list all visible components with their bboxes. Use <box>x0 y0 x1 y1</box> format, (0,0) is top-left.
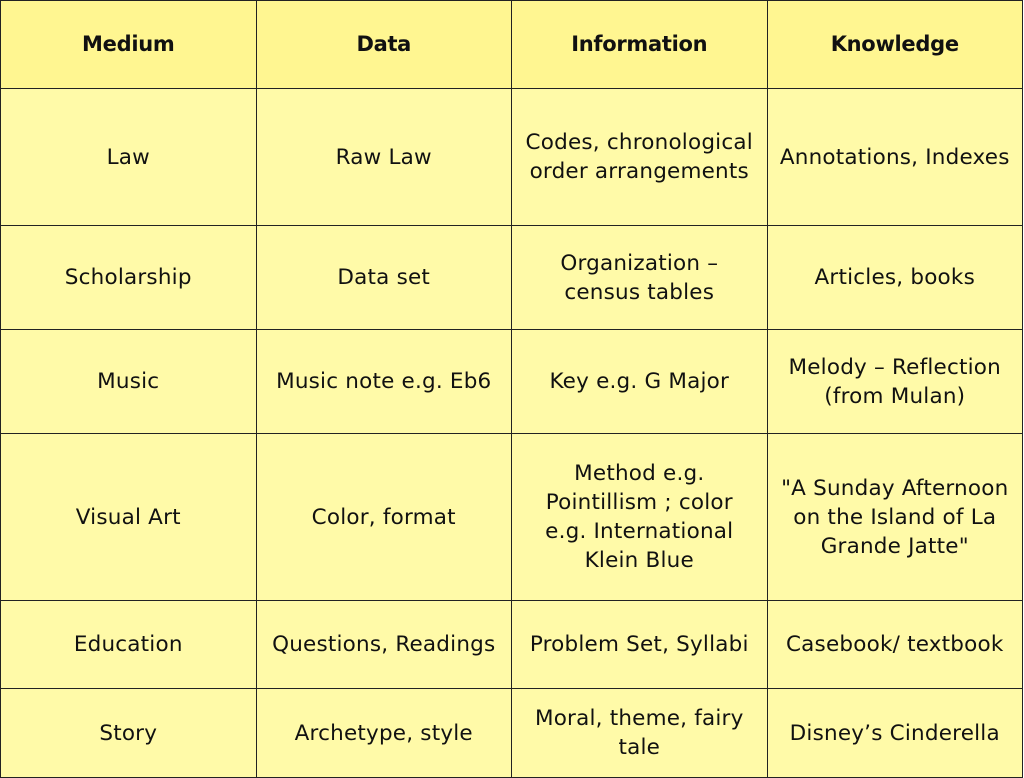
cell-data: Archetype, style <box>256 689 512 778</box>
cell-data: Raw Law <box>256 89 512 226</box>
cell-data: Data set <box>256 226 512 330</box>
table-row <box>1 330 1023 434</box>
table-row <box>1 226 1023 330</box>
cell-medium: Music <box>1 330 257 434</box>
cell-information: Problem Set, Syllabi <box>512 601 768 689</box>
cell-information: Codes, chronological order arrangements <box>512 89 768 226</box>
cell-medium: Education <box>1 601 257 689</box>
cell-information: Method e.g. Pointillism ; color e.g. International Klein Blue <box>512 434 768 601</box>
cell-medium: Visual Art <box>1 434 257 601</box>
cell-medium: Story <box>1 689 257 778</box>
cell-knowledge: Articles, books <box>767 226 1023 330</box>
header-knowledge: Knowledge <box>767 1 1023 89</box>
cell-knowledge: Disney’s Cinderella <box>767 689 1023 778</box>
cell-data: Color, format <box>256 434 512 601</box>
cell-knowledge: Casebook/ textbook <box>767 601 1023 689</box>
header-data: Data <box>256 1 512 89</box>
table-row <box>1 601 1023 689</box>
cell-information: Key e.g. G Major <box>512 330 768 434</box>
table-row <box>1 434 1023 601</box>
cell-knowledge: Melody – Reflection (from Mulan) <box>767 330 1023 434</box>
header-row <box>1 1 1023 89</box>
header-information: Information <box>512 1 768 89</box>
table-row <box>1 89 1023 226</box>
cell-knowledge: Annotations, Indexes <box>767 89 1023 226</box>
header-medium: Medium <box>1 1 257 89</box>
cell-data: Music note e.g. Eb6 <box>256 330 512 434</box>
cell-medium: Scholarship <box>1 226 257 330</box>
table-row <box>1 689 1023 778</box>
cell-information: Moral, theme, fairy tale <box>512 689 768 778</box>
cell-knowledge: "A Sunday Afternoon on the Island of La Grande Jatte" <box>767 434 1023 601</box>
cell-data: Questions, Readings <box>256 601 512 689</box>
cell-information: Organization – census tables <box>512 226 768 330</box>
cell-medium: Law <box>1 89 257 226</box>
